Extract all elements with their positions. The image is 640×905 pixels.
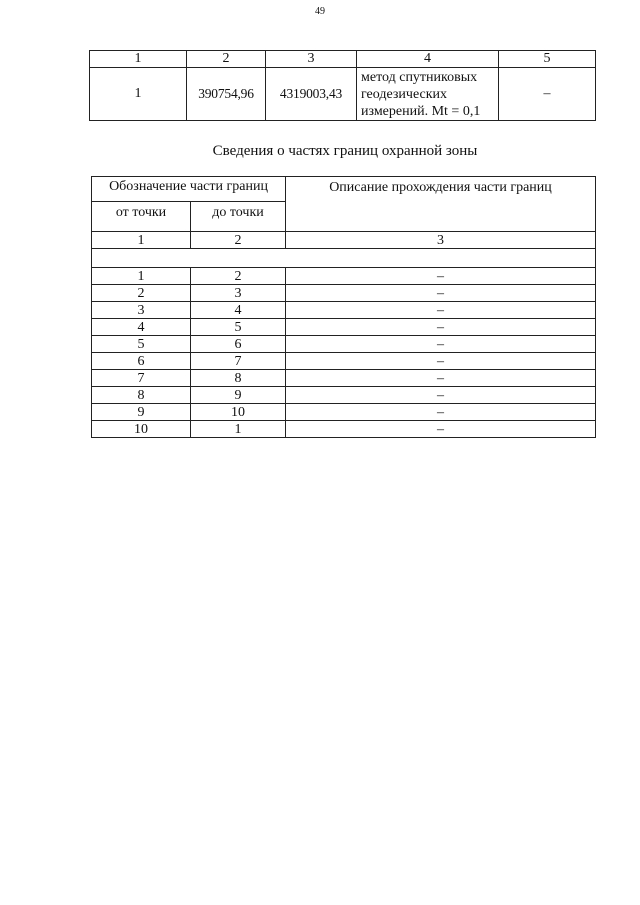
table-row	[92, 353, 596, 370]
col-number-2: 2	[191, 232, 286, 249]
from-point: 4	[92, 319, 191, 336]
coordinate-x: 390754,96	[187, 68, 266, 121]
to-point: 3	[191, 285, 286, 302]
part-description: –	[286, 302, 596, 319]
method-line-3: измерений. Mt = 0,1	[361, 103, 481, 119]
col-number-2: 2	[187, 51, 266, 68]
col-number-4: 4	[357, 51, 499, 68]
to-point: 5	[191, 319, 286, 336]
page-number: 49	[315, 6, 325, 17]
part-description: –	[286, 370, 596, 387]
col-number-3: 3	[286, 232, 596, 249]
table-row	[92, 319, 596, 336]
header-from-point: от точки	[92, 202, 191, 232]
table-row	[92, 387, 596, 404]
part-description: –	[286, 285, 596, 302]
to-point: 8	[191, 370, 286, 387]
coordinates-table	[89, 50, 596, 121]
from-point: 6	[92, 353, 191, 370]
table-row	[92, 302, 596, 319]
from-point: 8	[92, 387, 191, 404]
to-point: 6	[191, 336, 286, 353]
column-number-row	[92, 232, 596, 249]
header-row	[92, 177, 596, 202]
from-point: 7	[92, 370, 191, 387]
to-point: 9	[191, 387, 286, 404]
part-description: –	[286, 336, 596, 353]
to-point: 1	[191, 421, 286, 438]
point-number: 1	[90, 68, 187, 121]
coordinate-y: 4319003,43	[266, 68, 357, 121]
from-point: 2	[92, 285, 191, 302]
col-number-5: 5	[499, 51, 596, 68]
method-line-2: геодезических	[361, 86, 448, 102]
from-point: 9	[92, 404, 191, 421]
table-row	[90, 68, 596, 121]
col-number-1: 1	[90, 51, 187, 68]
point-description: –	[499, 68, 596, 121]
from-point: 5	[92, 336, 191, 353]
from-point: 3	[92, 302, 191, 319]
col-number-1: 1	[92, 232, 191, 249]
to-point: 7	[191, 353, 286, 370]
col-number-3: 3	[266, 51, 357, 68]
to-point: 2	[191, 268, 286, 285]
table-row	[92, 285, 596, 302]
table-row	[92, 421, 596, 438]
to-point: 4	[191, 302, 286, 319]
to-point: 10	[191, 404, 286, 421]
boundary-rows	[92, 268, 596, 438]
part-description: –	[286, 421, 596, 438]
table-row	[92, 404, 596, 421]
from-point: 10	[92, 421, 191, 438]
header-designation: Обозначение части границ	[92, 177, 286, 202]
part-description: –	[286, 319, 596, 336]
empty-cell	[92, 249, 596, 268]
table-row	[92, 370, 596, 387]
section-title: Сведения о частях границ охранной зоны	[212, 143, 478, 159]
method-line-1: метод спутниковых	[361, 69, 478, 85]
method-cell	[357, 68, 499, 121]
part-description: –	[286, 404, 596, 421]
header-to-point: до точки	[191, 202, 286, 232]
part-description: –	[286, 353, 596, 370]
part-description: –	[286, 268, 596, 285]
empty-row	[92, 249, 596, 268]
table-row	[92, 268, 596, 285]
column-number-row	[90, 51, 596, 68]
table-row	[92, 336, 596, 353]
header-description: Описание прохождения части границ	[286, 177, 596, 232]
from-point: 1	[92, 268, 191, 285]
boundary-parts-table	[91, 176, 596, 438]
part-description: –	[286, 387, 596, 404]
